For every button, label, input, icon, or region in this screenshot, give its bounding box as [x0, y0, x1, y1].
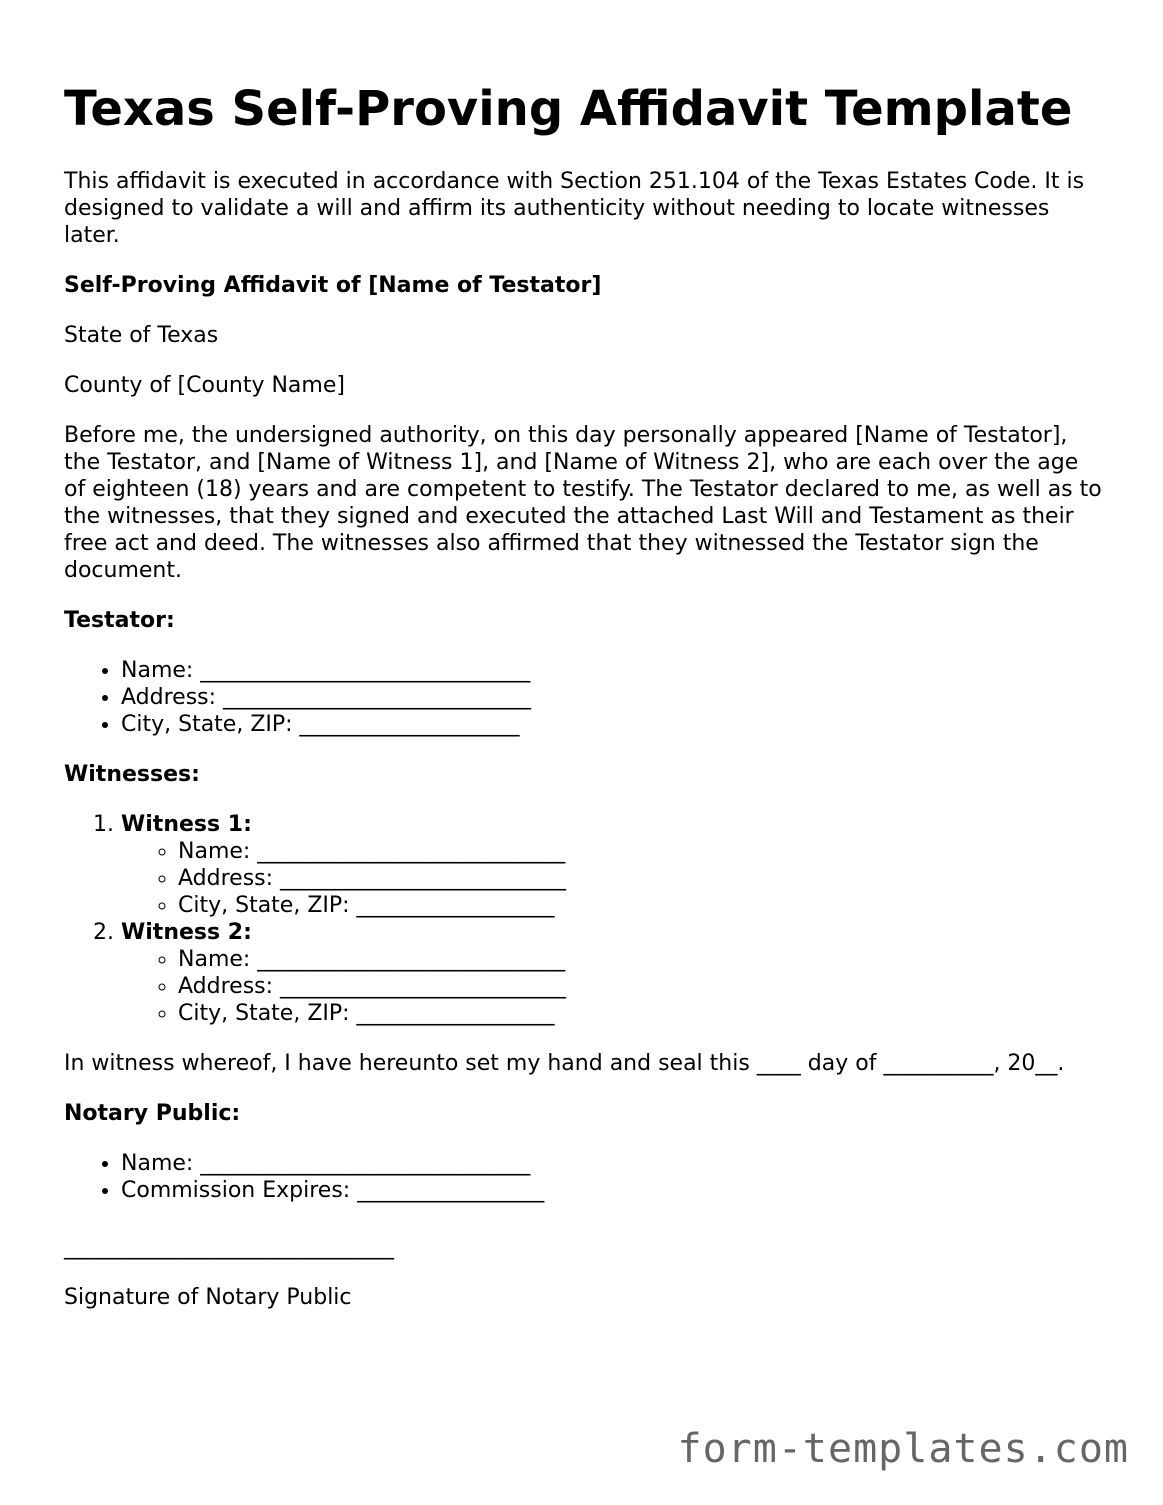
witness-2-name-field: ◦ Name: ____________________________: [178, 946, 1104, 973]
witness-1-address-field: ◦ Address: __________________________: [178, 865, 1104, 892]
notary-heading: Notary Public:: [64, 1101, 241, 1126]
witnesses-heading: Witnesses:: [64, 762, 200, 787]
document-page: [64, 80, 1104, 1334]
witness-item: [121, 919, 1104, 1027]
witness-2-field-list: [121, 946, 1104, 1027]
witness-list: [64, 811, 1104, 1027]
county-line: County of [County Name]: [64, 373, 345, 398]
witness-1-name-field: ◦ Name: ____________________________: [178, 838, 1104, 865]
witness-1-field-list: [121, 838, 1104, 919]
witness-1-city-field: ◦ City, State, ZIP: __________________: [178, 892, 1104, 919]
page-title: Texas Self-Proving Affidavit Template: [64, 81, 1073, 137]
witness-2-city-field: ◦ City, State, ZIP: __________________: [178, 1000, 1104, 1027]
watermark: form-templates.com: [677, 1426, 1129, 1472]
witness-2-label: Witness 2:: [121, 920, 252, 945]
signature-line: ______________________________: [64, 1235, 394, 1260]
witness-1-label: Witness 1:: [121, 812, 252, 837]
notary-commission-field: • Commission Expires: _________________: [121, 1177, 1104, 1204]
signature-label: Signature of Notary Public: [64, 1285, 352, 1310]
testator-field-list: [64, 657, 1104, 738]
notary-name-field: • Name: ______________________________: [121, 1150, 1104, 1177]
witness-2-address-field: ◦ Address: __________________________: [178, 973, 1104, 1000]
witness-whereof-line: In witness whereof, I have hereunto set my hand and seal this ____ day of __________, 20__.: [64, 1051, 1065, 1076]
notary-field-list: [64, 1150, 1104, 1204]
state-line: State of Texas: [64, 323, 219, 348]
testator-name-field: • Name: ______________________________: [121, 657, 1104, 684]
intro-paragraph: This affidavit is executed in accordance with Section 251.104 of the Texas Estates Code. It is designed to validate a will and affirm its authenticity without needing to locate witnesses later.: [64, 169, 1085, 248]
body-paragraph: Before me, the undersigned authority, on this day personally appeared [Name of Testator], the Testator, and [Name of Witness 1], and [Name of Witness 2], who are each over the age of eighteen (18) years and are competent to testify. The Testator declared to me, as well as to the witnesses, that they signed and executed the attached Last Will and Testament as their free act and deed. The witnesses also affirmed that they witnessed the Testator sign the document.: [64, 423, 1102, 583]
testator-address-field: • Address: ____________________________: [121, 684, 1104, 711]
testator-heading: Testator:: [64, 608, 175, 633]
witness-item: [121, 811, 1104, 919]
testator-city-field: • City, State, ZIP: ____________________: [121, 711, 1104, 738]
affidavit-heading: Self-Proving Affidavit of [Name of Testator]: [64, 273, 602, 298]
